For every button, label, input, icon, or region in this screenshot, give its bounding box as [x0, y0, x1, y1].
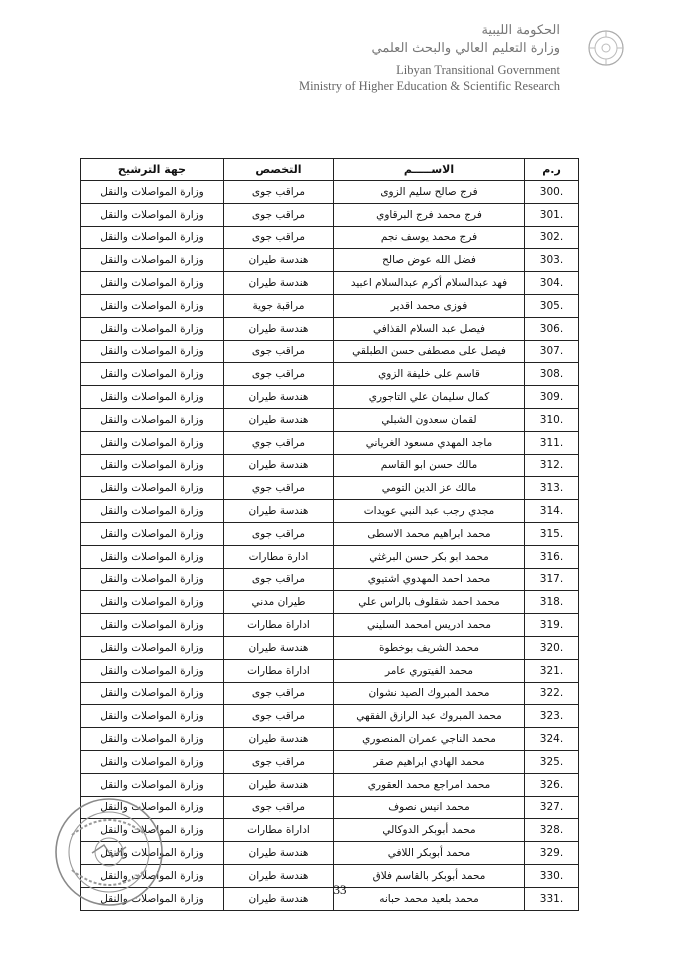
cell-name: محمد احمد المهدوي اشتيوي [334, 568, 525, 591]
cell-nominating-body: وزارة المواصلات والنقل [81, 408, 224, 431]
cell-nominating-body: وزارة المواصلات والنقل [81, 864, 224, 887]
table-row [81, 682, 579, 705]
cell-specialty: مراقبة جوية [224, 294, 334, 317]
cell-name: مالك عز الدين التومي [334, 477, 525, 500]
cell-specialty: هندسة طيران [224, 864, 334, 887]
cell-nominating-body: وزارة المواصلات والنقل [81, 750, 224, 773]
cell-number: 314. [525, 500, 579, 523]
cell-name: محمد الهادي ابراهيم صقر [334, 750, 525, 773]
column-header-number: ر.م [525, 159, 579, 181]
cell-specialty: هندسة طيران [224, 842, 334, 865]
cell-specialty: هندسة طيران [224, 408, 334, 431]
cell-number: 329. [525, 842, 579, 865]
cell-number: 325. [525, 750, 579, 773]
column-header-name: الاســـــم [334, 159, 525, 181]
table-row [81, 591, 579, 614]
table-row [81, 249, 579, 272]
column-header-specialty: التخصص [224, 159, 334, 181]
cell-name: محمد المبروك الصيد نشوان [334, 682, 525, 705]
table-row [81, 773, 579, 796]
cell-number: 310. [525, 408, 579, 431]
cell-specialty: اداراة مطارات [224, 659, 334, 682]
cell-number: 318. [525, 591, 579, 614]
cell-specialty: مراقب جوى [224, 363, 334, 386]
table-row [81, 477, 579, 500]
cell-nominating-body: وزارة المواصلات والنقل [81, 773, 224, 796]
table-row [81, 408, 579, 431]
cell-nominating-body: وزارة المواصلات والنقل [81, 568, 224, 591]
cell-number: 301. [525, 203, 579, 226]
cell-nominating-body: وزارة المواصلات والنقل [81, 682, 224, 705]
cell-nominating-body: وزارة المواصلات والنقل [81, 500, 224, 523]
cell-specialty: هندسة طيران [224, 773, 334, 796]
table-row [81, 500, 579, 523]
cell-name: فرج محمد يوسف نجم [334, 226, 525, 249]
table-row [81, 386, 579, 409]
cell-specialty: مراقب جوى [224, 340, 334, 363]
letterhead [240, 22, 560, 94]
table-header-row [81, 159, 579, 181]
cell-specialty: ادارة مطارات [224, 545, 334, 568]
cell-specialty: مراقب جوي [224, 431, 334, 454]
table-row [81, 340, 579, 363]
cell-number: 306. [525, 317, 579, 340]
cell-name: فهد عبدالسلام أكرم عبدالسلام اعبيد [334, 272, 525, 295]
cell-name: محمد امراجع محمد العقوري [334, 773, 525, 796]
cell-number: 303. [525, 249, 579, 272]
cell-specialty: اداراة مطارات [224, 819, 334, 842]
cell-specialty: هندسة طيران [224, 386, 334, 409]
cell-nominating-body: وزارة المواصلات والنقل [81, 545, 224, 568]
cell-specialty: مراقب جوى [224, 796, 334, 819]
cell-name: قاسم على خليفة الزوي [334, 363, 525, 386]
table-row [81, 545, 579, 568]
cell-name: محمد انيس نصوف [334, 796, 525, 819]
cell-name: فيصل على مصطفى حسن الطبلقي [334, 340, 525, 363]
table-row [81, 363, 579, 386]
cell-nominating-body: وزارة المواصلات والنقل [81, 272, 224, 295]
cell-nominating-body: وزارة المواصلات والنقل [81, 249, 224, 272]
cell-specialty: مراقب جوى [224, 226, 334, 249]
cell-number: 300. [525, 181, 579, 204]
cell-nominating-body: وزارة المواصلات والنقل [81, 522, 224, 545]
table-row [81, 203, 579, 226]
cell-nominating-body: وزارة المواصلات والنقل [81, 317, 224, 340]
cell-number: 321. [525, 659, 579, 682]
table-row [81, 226, 579, 249]
table-row [81, 522, 579, 545]
cell-nominating-body: وزارة المواصلات والنقل [81, 431, 224, 454]
cell-number: 316. [525, 545, 579, 568]
table-row [81, 728, 579, 751]
cell-name: محمد الشريف بوخطوة [334, 636, 525, 659]
cell-number: 302. [525, 226, 579, 249]
table-row [81, 659, 579, 682]
cell-name: مجدي رجب عبد النبي عويدات [334, 500, 525, 523]
cell-number: 311. [525, 431, 579, 454]
cell-number: 305. [525, 294, 579, 317]
cell-name: لقمان سعدون الشبلي [334, 408, 525, 431]
ministry-emblem-icon [586, 28, 626, 68]
cell-specialty: مراقب جوى [224, 682, 334, 705]
cell-name: فرج محمد فرج البرقاوي [334, 203, 525, 226]
cell-nominating-body: وزارة المواصلات والنقل [81, 340, 224, 363]
cell-name: فضل الله عوض صالح [334, 249, 525, 272]
cell-specialty: هندسة طيران [224, 454, 334, 477]
cell-number: 320. [525, 636, 579, 659]
cell-name: فرج صالح سليم الزوى [334, 181, 525, 204]
cell-number: 304. [525, 272, 579, 295]
table-row [81, 294, 579, 317]
cell-name: كمال سليمان علي التاجوري [334, 386, 525, 409]
cell-name: محمد الناجي عمران المنصوري [334, 728, 525, 751]
table-row [81, 431, 579, 454]
cell-name: محمد احمد شقلوف بالراس علي [334, 591, 525, 614]
cell-number: 330. [525, 864, 579, 887]
table-row [81, 317, 579, 340]
cell-number: 312. [525, 454, 579, 477]
column-header-nominating-body: جهة الترشيح [81, 159, 224, 181]
cell-number: 327. [525, 796, 579, 819]
cell-nominating-body: وزارة المواصلات والنقل [81, 454, 224, 477]
cell-name: ماجد المهدي مسعود الغرياني [334, 431, 525, 454]
cell-nominating-body: وزارة المواصلات والنقل [81, 887, 224, 910]
cell-nominating-body: وزارة المواصلات والنقل [81, 842, 224, 865]
table-row [81, 750, 579, 773]
letterhead-english-government: Libyan Transitional Government [396, 63, 560, 77]
cell-number: 331. [525, 887, 579, 910]
cell-number: 328. [525, 819, 579, 842]
table-row [81, 454, 579, 477]
cell-number: 319. [525, 614, 579, 637]
cell-specialty: مراقب جوى [224, 568, 334, 591]
cell-nominating-body: وزارة المواصلات والنقل [81, 819, 224, 842]
cell-name: محمد أبوبكر اللافي [334, 842, 525, 865]
cell-specialty: هندسة طيران [224, 249, 334, 272]
cell-specialty: هندسة طيران [224, 887, 334, 910]
footer-faint-line [60, 922, 620, 936]
cell-nominating-body: وزارة المواصلات والنقل [81, 705, 224, 728]
table-row [81, 614, 579, 637]
cell-number: 307. [525, 340, 579, 363]
table-row [81, 636, 579, 659]
cell-specialty: اداراة مطارات [224, 614, 334, 637]
letterhead-english-ministry: Ministry of Higher Education & Scientific Research [298, 79, 560, 93]
cell-number: 323. [525, 705, 579, 728]
cell-nominating-body: وزارة المواصلات والنقل [81, 614, 224, 637]
page-number: 33 [333, 882, 347, 897]
cell-number: 317. [525, 568, 579, 591]
cell-nominating-body: وزارة المواصلات والنقل [81, 591, 224, 614]
cell-nominating-body: وزارة المواصلات والنقل [81, 181, 224, 204]
cell-number: 326. [525, 773, 579, 796]
cell-name: محمد أبوبكر بالقاسم فلاق [334, 864, 525, 887]
cell-name: محمد الفيتوري عامر [334, 659, 525, 682]
cell-name: فيصل عبد السلام القذافي [334, 317, 525, 340]
cell-name: مالك حسن ابو القاسم [334, 454, 525, 477]
cell-nominating-body: وزارة المواصلات والنقل [81, 728, 224, 751]
cell-name: محمد بلعيد محمد حبانه [334, 887, 525, 910]
table-row [81, 705, 579, 728]
cell-name: محمد ابو بكر حسن البرغثي [334, 545, 525, 568]
cell-specialty: طيران مدني [224, 591, 334, 614]
cell-nominating-body: وزارة المواصلات والنقل [81, 386, 224, 409]
cell-nominating-body: وزارة المواصلات والنقل [81, 226, 224, 249]
cell-specialty: مراقب جوى [224, 522, 334, 545]
table-row [81, 272, 579, 295]
cell-specialty: مراقب جوى [224, 705, 334, 728]
cell-specialty: مراقب جوى [224, 203, 334, 226]
cell-number: 322. [525, 682, 579, 705]
cell-name: محمد المبروك عبد الرازق الفقهي [334, 705, 525, 728]
cell-specialty: هندسة طيران [224, 500, 334, 523]
cell-specialty: هندسة طيران [224, 636, 334, 659]
cell-nominating-body: وزارة المواصلات والنقل [81, 477, 224, 500]
cell-nominating-body: وزارة المواصلات والنقل [81, 363, 224, 386]
cell-nominating-body: وزارة المواصلات والنقل [81, 636, 224, 659]
official-stamp-seal [52, 795, 167, 910]
cell-nominating-body: وزارة المواصلات والنقل [81, 203, 224, 226]
cell-specialty: هندسة طيران [224, 317, 334, 340]
cell-name: محمد ابراهيم محمد الاسطى [334, 522, 525, 545]
letterhead-arabic-ministry: وزارة التعليم العالي والبحث العلمي [371, 41, 560, 56]
cell-number: 324. [525, 728, 579, 751]
cell-nominating-body: وزارة المواصلات والنقل [81, 659, 224, 682]
cell-number: 309. [525, 386, 579, 409]
cell-number: 308. [525, 363, 579, 386]
cell-specialty: مراقب جوى [224, 750, 334, 773]
cell-specialty: هندسة طيران [224, 728, 334, 751]
cell-specialty: هندسة طيران [224, 272, 334, 295]
cell-number: 315. [525, 522, 579, 545]
cell-name: محمد أبوبكر الدوكالي [334, 819, 525, 842]
cell-specialty: مراقب جوي [224, 477, 334, 500]
cell-nominating-body: وزارة المواصلات والنقل [81, 796, 224, 819]
table-row [81, 568, 579, 591]
cell-number: 313. [525, 477, 579, 500]
cell-name: محمد ادريس امحمد السليني [334, 614, 525, 637]
cell-nominating-body: وزارة المواصلات والنقل [81, 294, 224, 317]
table-row [81, 181, 579, 204]
cell-specialty: مراقب جوى [224, 181, 334, 204]
cell-name: فوزى محمد اقدير [334, 294, 525, 317]
letterhead-arabic-government: الحكومة الليبية [481, 23, 560, 38]
